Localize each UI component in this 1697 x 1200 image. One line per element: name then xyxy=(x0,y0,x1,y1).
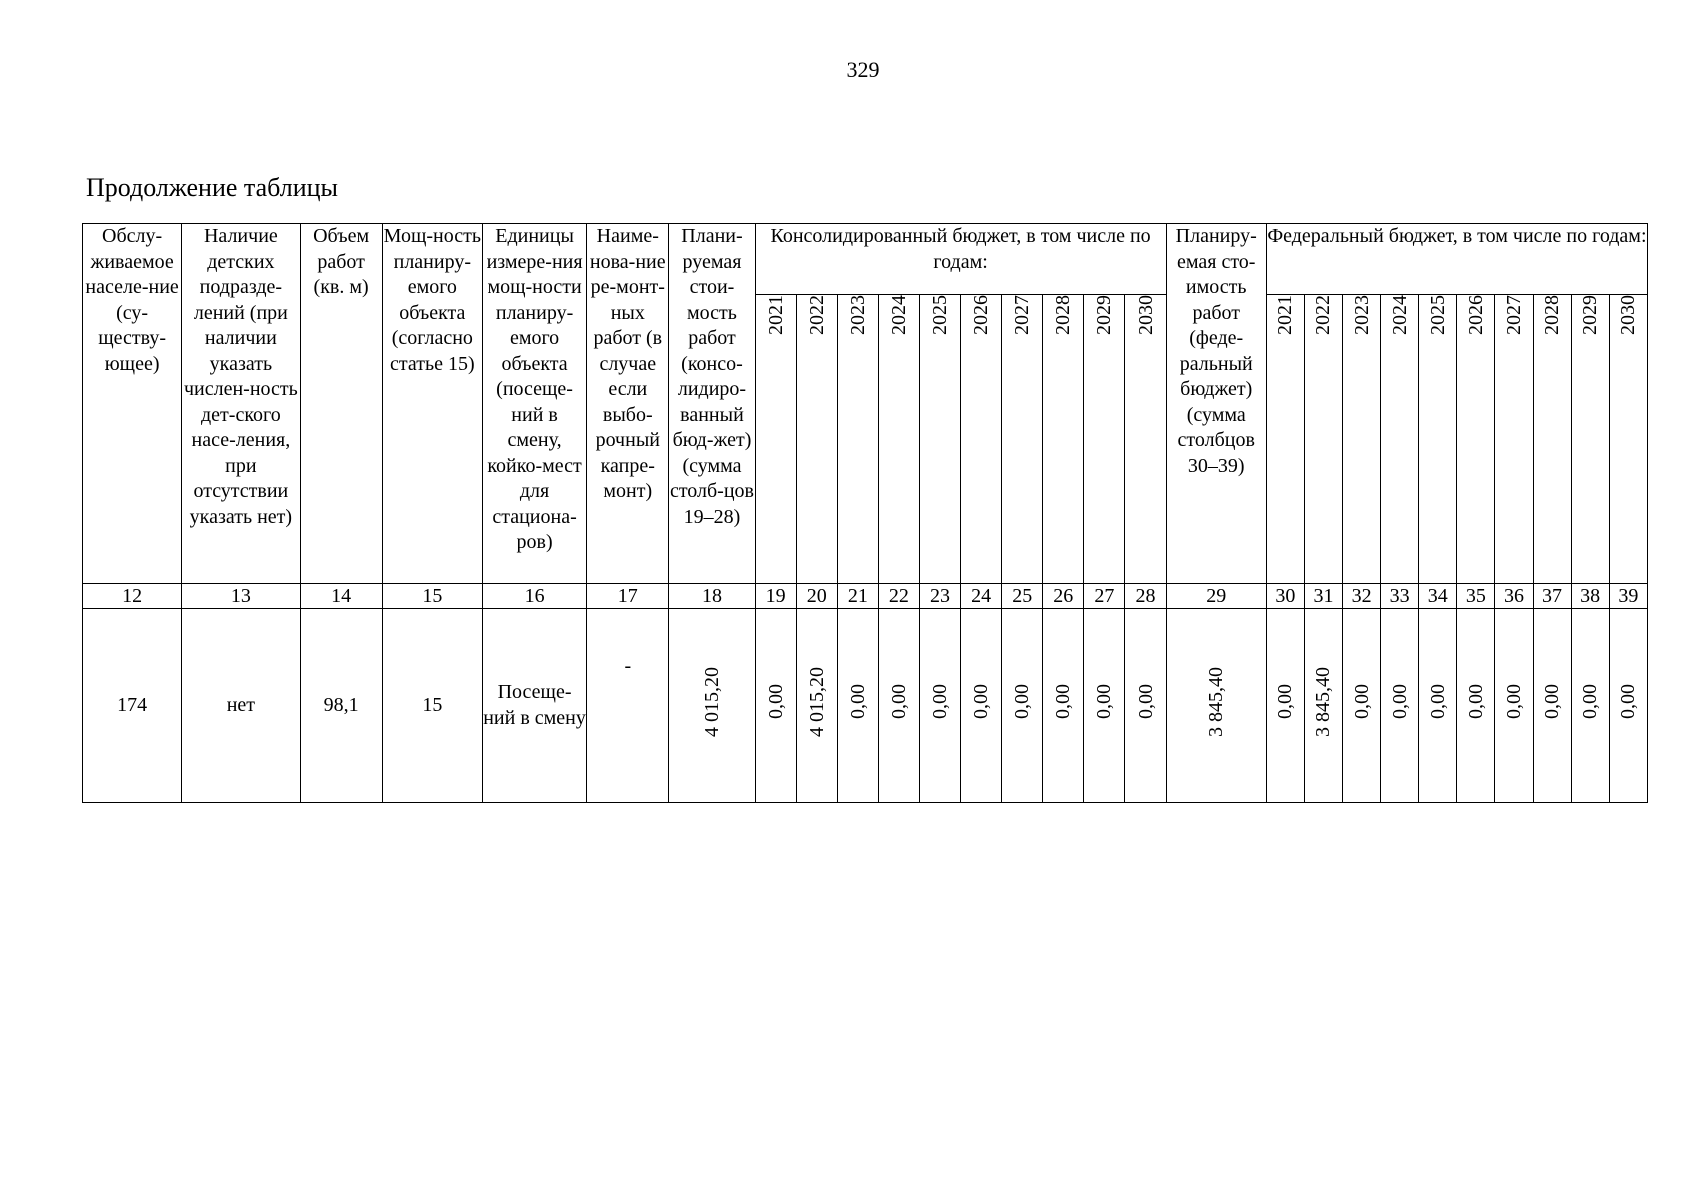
column-number: 23 xyxy=(919,584,960,609)
cell-consolidated-year xyxy=(1043,609,1084,803)
value-label: 0,00 xyxy=(1617,684,1640,720)
value-label: 0,00 xyxy=(1350,684,1373,720)
table-caption: Продолжение таблицы xyxy=(86,173,338,202)
year-label: 2028 xyxy=(1052,295,1075,335)
federal-year-header xyxy=(1495,295,1533,584)
column-number: 16 xyxy=(482,584,586,609)
year-label: 2024 xyxy=(887,295,910,335)
header-consolidated-group: Консолидированный бюджет, в том числе по годам: xyxy=(755,224,1166,295)
federal-year-header xyxy=(1609,295,1647,584)
year-label: 2025 xyxy=(1426,295,1449,335)
cell-consolidated-year xyxy=(755,609,796,803)
column-number: 35 xyxy=(1457,584,1495,609)
cell-federal-year xyxy=(1533,609,1571,803)
table-row xyxy=(83,609,1648,803)
column-number: 20 xyxy=(796,584,837,609)
column-number: 17 xyxy=(587,584,669,609)
column-number: 15 xyxy=(382,584,482,609)
cell-federal-year xyxy=(1609,609,1647,803)
header-capacity-units: Единицы измере-ния мощ-ности планиру-емого объекта (посеще-ний в смену, койко-мест для стациона-ров) xyxy=(482,224,586,584)
year-label: 2027 xyxy=(1011,295,1034,335)
value-label: 0,00 xyxy=(1541,684,1564,720)
cell-consolidated-year xyxy=(878,609,919,803)
consolidated-year-header xyxy=(755,295,796,584)
header-consolidated-total: Плани-руемая стои-мость работ (консо-лидиро-ванный бюд-жет) (сумма столб-цов 19–28) xyxy=(669,224,755,584)
cell-consolidated-year xyxy=(1084,609,1125,803)
cell-federal-year xyxy=(1266,609,1304,803)
consolidated-year-header xyxy=(919,295,960,584)
cell-consolidated-year xyxy=(796,609,837,803)
cell-consolidated-total xyxy=(669,609,755,803)
value-label: 0,00 xyxy=(1464,684,1487,720)
year-label: 2023 xyxy=(846,295,869,335)
cell-federal-year xyxy=(1495,609,1533,803)
column-number: 39 xyxy=(1609,584,1647,609)
year-label: 2023 xyxy=(1350,295,1373,335)
value-label: 3 845,40 xyxy=(1205,666,1228,737)
year-label: 2028 xyxy=(1541,295,1564,335)
header-federal-total: Планиру-емая сто-имость работ (феде-ральный бюджет) (сумма столбцов 30–39) xyxy=(1166,224,1266,584)
column-number: 18 xyxy=(669,584,755,609)
consolidated-year-header xyxy=(1002,295,1043,584)
column-number: 28 xyxy=(1125,584,1166,609)
value-label: 4 015,20 xyxy=(700,666,723,737)
consolidated-year-header xyxy=(1125,295,1166,584)
header-row-1 xyxy=(83,224,1648,295)
value-label: 0,00 xyxy=(1134,684,1157,720)
column-number: 25 xyxy=(1002,584,1043,609)
year-label: 2026 xyxy=(1464,295,1487,335)
year-label: 2021 xyxy=(1274,295,1297,335)
federal-year-header xyxy=(1266,295,1304,584)
consolidated-year-header xyxy=(878,295,919,584)
header-repair-works: Наиме-нова-ние ре-монт-ных работ (в случае если выбо-рочный капре-монт) xyxy=(587,224,669,584)
cell-consolidated-year xyxy=(1002,609,1043,803)
consolidated-year-header xyxy=(1084,295,1125,584)
value-label: 4 015,20 xyxy=(805,666,828,737)
value-label: 0,00 xyxy=(929,684,951,720)
federal-year-header xyxy=(1343,295,1381,584)
value-label: 0,00 xyxy=(1502,684,1525,720)
column-number: 26 xyxy=(1043,584,1084,609)
value-label: 0,00 xyxy=(970,684,993,720)
column-number: 19 xyxy=(755,584,796,609)
column-number: 37 xyxy=(1533,584,1571,609)
column-number: 14 xyxy=(300,584,382,609)
header-children-units: Наличие детских подразде-лений (при наличии указать числен-ность дет-ского насе-ления, при отсутствии указать нет) xyxy=(182,224,300,584)
cell-federal-year xyxy=(1343,609,1381,803)
cell-repair-works: - xyxy=(587,609,669,803)
column-number: 33 xyxy=(1381,584,1419,609)
cell-consolidated-year xyxy=(1125,609,1166,803)
year-label: 2030 xyxy=(1617,295,1640,335)
cell-capacity-units xyxy=(482,609,586,803)
value-label: 0,00 xyxy=(1388,684,1411,720)
federal-year-header xyxy=(1304,295,1342,584)
consolidated-year-header xyxy=(961,295,1002,584)
column-number: 32 xyxy=(1343,584,1381,609)
column-number: 13 xyxy=(182,584,300,609)
column-number: 12 xyxy=(83,584,182,609)
federal-year-header xyxy=(1571,295,1609,584)
cell-federal-total xyxy=(1166,609,1266,803)
cell-federal-year xyxy=(1571,609,1609,803)
year-label: 2022 xyxy=(1312,295,1335,335)
year-label: 2029 xyxy=(1093,295,1116,335)
column-number: 30 xyxy=(1266,584,1304,609)
column-number: 21 xyxy=(837,584,878,609)
cell-consolidated-year xyxy=(961,609,1002,803)
header-federal-group: Федеральный бюджет, в том числе по годам: xyxy=(1266,224,1647,295)
consolidated-year-header xyxy=(837,295,878,584)
header-work-volume: Объем работ (кв. м) xyxy=(300,224,382,584)
column-number: 27 xyxy=(1084,584,1125,609)
cell-federal-year xyxy=(1304,609,1342,803)
year-label: 2025 xyxy=(929,295,951,335)
value-label: 3 845,40 xyxy=(1312,666,1335,737)
year-label: 2027 xyxy=(1502,295,1525,335)
value-label: 0,00 xyxy=(1052,684,1075,720)
column-number: 22 xyxy=(878,584,919,609)
year-label: 2021 xyxy=(764,295,787,335)
consolidated-year-header xyxy=(1043,295,1084,584)
cell-federal-year xyxy=(1381,609,1419,803)
year-label: 2024 xyxy=(1388,295,1411,335)
federal-year-header xyxy=(1457,295,1495,584)
value-label: 0,00 xyxy=(764,684,787,720)
column-number-row xyxy=(83,584,1648,609)
federal-year-header xyxy=(1533,295,1571,584)
value-label: 0,00 xyxy=(1579,684,1602,720)
federal-year-header xyxy=(1419,295,1457,584)
column-number: 38 xyxy=(1571,584,1609,609)
cell-federal-year xyxy=(1419,609,1457,803)
header-served-population: Обслу-живаемое населе-ние (су-ществу-ющее) xyxy=(83,224,182,584)
column-number: 29 xyxy=(1166,584,1266,609)
header-capacity: Мощ-ность планиру-емого объекта (согласно статье 15) xyxy=(382,224,482,584)
cell-federal-year xyxy=(1457,609,1495,803)
year-label: 2029 xyxy=(1579,295,1602,335)
capacity-units-text: Посеще-ний в смену xyxy=(483,681,586,729)
column-number: 24 xyxy=(961,584,1002,609)
budget-table xyxy=(82,223,1648,803)
year-label: 2030 xyxy=(1134,295,1157,335)
cell-consolidated-year xyxy=(919,609,960,803)
year-label: 2022 xyxy=(805,295,828,335)
cell-capacity: 15 xyxy=(382,609,482,803)
column-number: 31 xyxy=(1304,584,1342,609)
page-number: 329 xyxy=(846,57,880,82)
cell-served-population: 174 xyxy=(83,609,182,803)
cell-work-volume: 98,1 xyxy=(300,609,382,803)
cell-children-units: нет xyxy=(182,609,300,803)
value-label: 0,00 xyxy=(1093,684,1116,720)
cell-consolidated-year xyxy=(837,609,878,803)
value-label: 0,00 xyxy=(846,684,869,720)
federal-year-header xyxy=(1381,295,1419,584)
value-label: 0,00 xyxy=(1426,684,1449,720)
value-label: 0,00 xyxy=(1011,684,1034,720)
value-label: 0,00 xyxy=(1274,684,1297,720)
consolidated-year-header xyxy=(796,295,837,584)
column-number: 34 xyxy=(1419,584,1457,609)
column-number: 36 xyxy=(1495,584,1533,609)
value-label: 0,00 xyxy=(887,684,910,720)
year-label: 2026 xyxy=(970,295,993,335)
